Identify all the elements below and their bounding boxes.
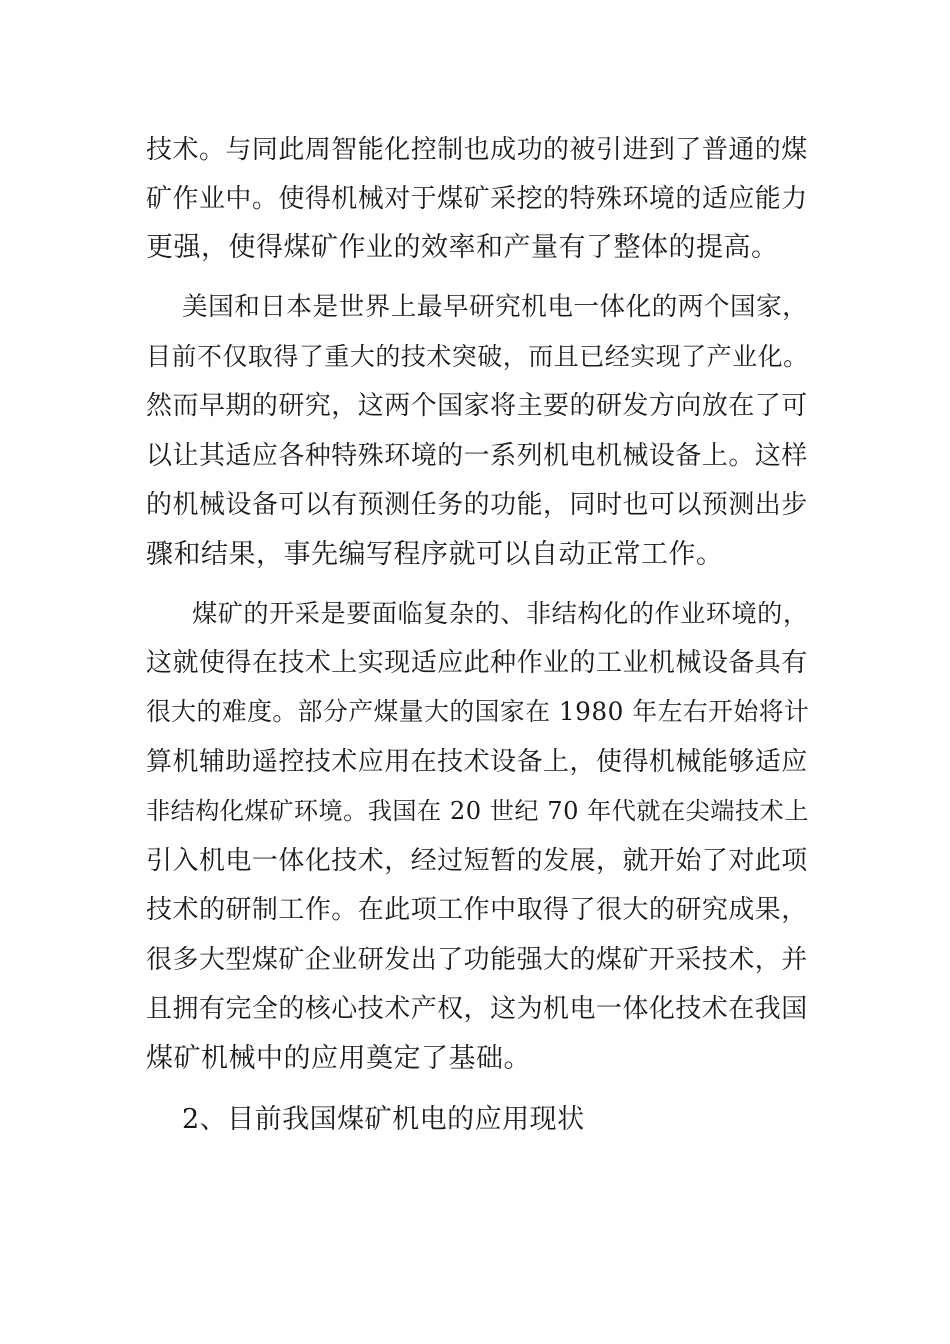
paragraph-1-line-2: 矿作业中。使得机械对于煤矿采挖的特殊环境的适应能力 [146,184,808,214]
paragraph-2-line-1: 美国和日本是世界上最早研究机电一体化的两个国家， [182,292,809,322]
paragraph-3-line-9: 且拥有完全的核心技术产权，这为机电一体化技术在我国 [146,994,808,1024]
paragraph-3-line-6: 引入机电一体化技术，经过短暂的发展，就开始了对此项 [146,846,808,876]
paragraph-3-line-5: 非结构化煤矿环境。我国在 20 世纪 70 年代就在尖端技术上 [146,797,809,825]
paragraph-2-line-3: 然而早期的研究，这两个国家将主要的研发方向放在了可 [146,391,808,421]
paragraph-3-line-8: 很多大型煤矿企业研发出了功能强大的煤矿开采技术，并 [146,945,808,975]
paragraph-3-line-3: 很大的难度。部分产煤量大的国家在 1980 年左右开始将计 [146,697,810,726]
paragraph-3-line-2: 这就使得在技术上实现适应此种作业的工业机械设备具有 [146,648,808,678]
paragraph-2-line-5: 的机械设备可以有预测任务的功能，同时也可以预测出步 [146,490,808,520]
paragraph-3-line-1: 煤矿的开采是要面临复杂的、非结构化的作业环境的， [192,599,809,628]
paragraph-3-line-7: 技术的研制工作。在此项工作中取得了很大的研究成果， [146,895,808,925]
paragraph-2-line-4: 以让其适应各种特殊环境的一系列机电机械设备上。这样 [146,441,808,471]
paragraph-3-line-4: 算机辅助遥控技术应用在技术设备上，使得机械能够适应 [146,747,808,777]
paragraph-2-line-2: 目前不仅取得了重大的技术突破，而且已经实现了产业化。 [146,342,809,371]
paragraph-1-line-3: 更强，使得煤矿作业的效率和产量有了整体的提高。 [146,232,779,263]
paragraph-1-line-1: 技术。与同此周智能化控制也成功的被引进到了普通的煤 [146,135,808,165]
paragraph-3-line-10: 煤矿机械中的应用奠定了基础。 [146,1043,531,1074]
section-heading: 2、目前我国煤矿机电的应用现状 [182,1104,585,1135]
paragraph-2-line-6: 骤和结果，事先编写程序就可以自动正常工作。 [146,539,724,570]
